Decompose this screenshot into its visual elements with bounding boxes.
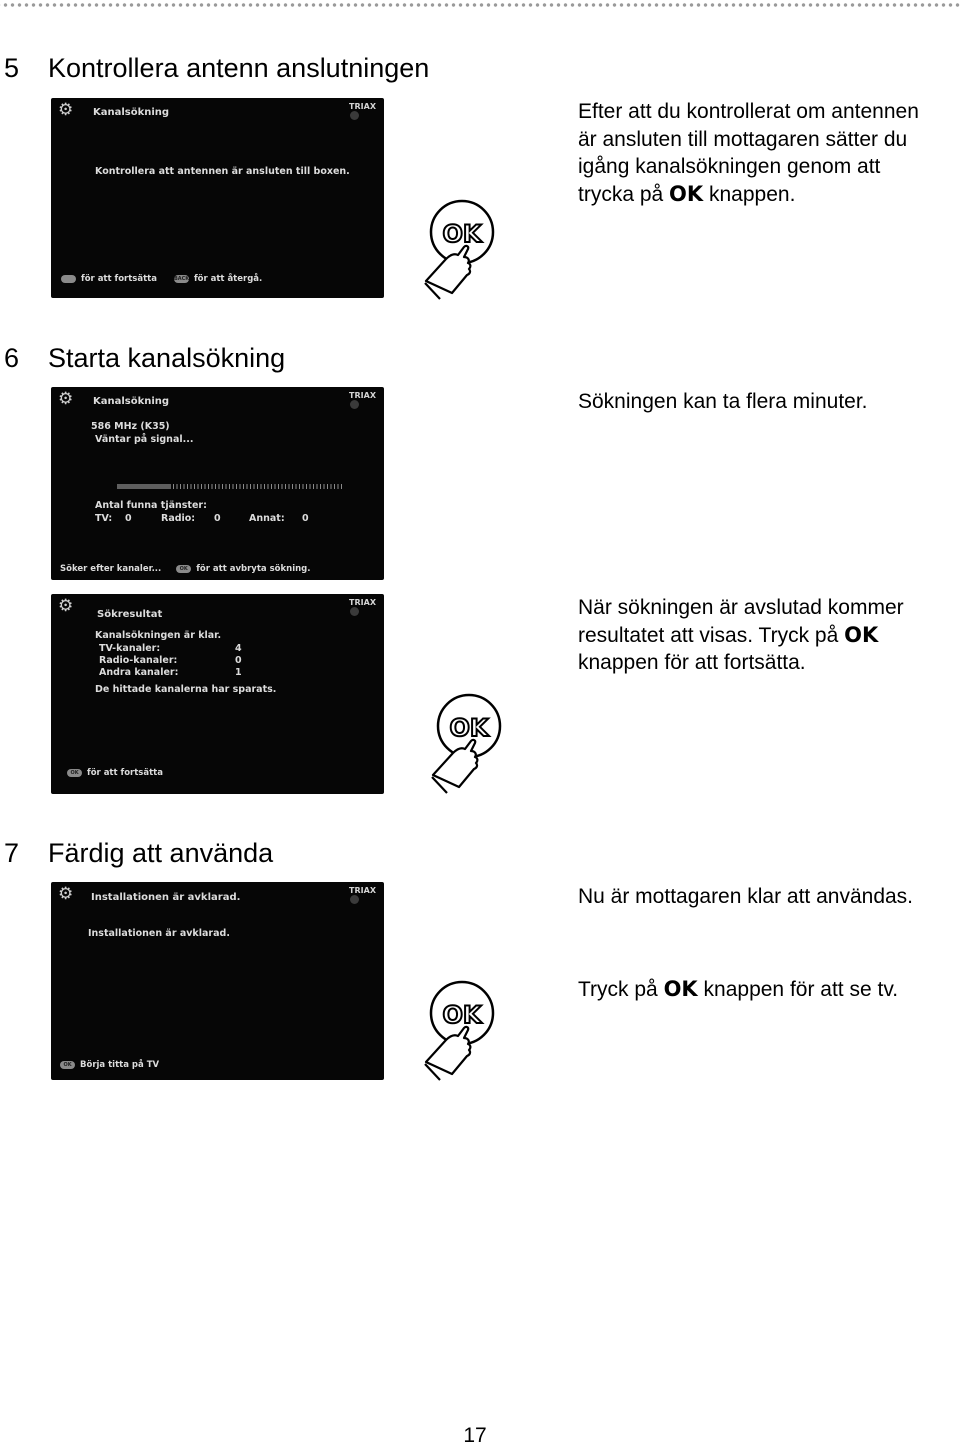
footer-searching-text: Söker efter kanaler... (60, 564, 162, 574)
screen-footer (60, 1060, 159, 1070)
footer-label-cancel: för att avbryta sökning. (196, 564, 311, 574)
radio-channels-label: Radio-kanaler: (99, 655, 178, 666)
back-key-hint: BACK (173, 275, 190, 282)
text-line (578, 622, 958, 650)
brand-logo: TRIAX (349, 598, 376, 607)
radio-channels-value: 0 (235, 655, 242, 666)
section-heading-7 (4, 837, 273, 869)
text-line: knappen för att fortsätta. (578, 651, 806, 674)
text-fragment: knappen. (703, 182, 796, 206)
gear-icon: ⚙ (58, 884, 74, 904)
ok-button-label: OK (442, 220, 482, 248)
screen-message: Kontrollera att antennen är ansluten till boxen. (95, 166, 350, 177)
text-line: Nu är mottagaren klar att användas. (578, 885, 914, 908)
other-count-value: 0 (302, 513, 309, 524)
tv-channels-label: TV-kanaler: (99, 643, 161, 654)
tv-screen-scan-result (51, 594, 384, 794)
section-7-description-a (578, 883, 958, 911)
screen-title: Sökresultat (97, 609, 163, 620)
screen-footer (67, 768, 163, 778)
section-title: Kontrollera antenn anslutningen (48, 53, 430, 83)
found-services-label: Antal funna tjänster: (95, 500, 207, 511)
ok-key-hint: OK (67, 769, 82, 777)
text-line: När sökningen är avslutad kommer (578, 596, 904, 619)
hand-pressing-ok-icon (431, 691, 511, 801)
screen-title: Installationen är avklarad. (91, 892, 241, 903)
ok-key-text: OK (844, 622, 879, 647)
other-channels-value: 1 (235, 667, 242, 678)
ok-button-label: OK (442, 1001, 482, 1029)
ok-key-hint: OK (176, 565, 191, 573)
brand-logo: TRIAX (349, 886, 376, 895)
text-line: är ansluten till mottagaren sätter du (578, 127, 908, 151)
text-line (578, 181, 958, 209)
scan-progress-bar (117, 484, 343, 489)
section-number: 5 (4, 53, 20, 83)
section-5-description (578, 98, 958, 208)
hand-pressing-ok-icon (424, 978, 504, 1088)
hand-pressing-ok-icon (424, 197, 504, 307)
section-number: 6 (4, 343, 20, 373)
radio-count-value: 0 (214, 513, 221, 524)
ok-key-text: OK (663, 977, 698, 1001)
tv-screen-channel-scan (51, 387, 384, 580)
channels-saved-text: De hittade kanalerna har sparats. (95, 684, 277, 695)
ok-key-hint (61, 275, 76, 283)
text-line (578, 976, 958, 1004)
text-fragment: trycka på (578, 182, 670, 206)
tv-screen-antenna-check (51, 98, 384, 298)
text-fragment: knappen för att se tv. (697, 978, 899, 1001)
brand-logo: TRIAX (349, 102, 376, 111)
ok-button-label: OK (449, 714, 489, 742)
scan-status: Väntar på signal... (95, 434, 194, 445)
screen-title: Kanalsökning (93, 107, 170, 118)
text-fragment: Tryck på (578, 978, 664, 1001)
scan-frequency: 586 MHz (K35) (91, 421, 170, 432)
screen-title: Kanalsökning (93, 396, 170, 407)
section-title: Starta kanalsökning (48, 343, 286, 373)
section-7-description-b (578, 976, 958, 1004)
section-title: Färdig att använda (48, 838, 274, 868)
text-fragment: resultatet att visas. Tryck på (578, 623, 845, 647)
section-number: 7 (4, 838, 20, 868)
tv-screen-installation-done (51, 882, 384, 1080)
section-6-description-a (578, 388, 958, 416)
tv-count-value: 0 (125, 513, 132, 524)
screen-footer (60, 564, 310, 574)
scan-progress-fill (117, 484, 171, 489)
scan-done-text: Kanalsökningen är klar. (95, 630, 222, 641)
radio-count-label: Radio: (161, 513, 196, 524)
screen-message: Installationen är avklarad. (88, 928, 230, 939)
other-channels-label: Andra kanaler: (99, 667, 179, 678)
page-number: 17 (463, 1424, 487, 1447)
footer-label-back: för att återgå. (193, 274, 263, 284)
tv-count-label: TV: (95, 513, 113, 524)
section-heading-5 (4, 52, 429, 84)
footer-label-continue: för att fortsätta (81, 274, 157, 284)
gear-icon: ⚙ (58, 100, 74, 120)
gear-icon: ⚙ (58, 596, 74, 616)
gear-icon: ⚙ (58, 389, 74, 409)
brand-logo: TRIAX (349, 391, 376, 400)
screen-footer (61, 274, 262, 284)
tv-channels-value: 4 (235, 643, 242, 654)
ok-key-hint: OK (60, 1061, 75, 1069)
top-dotted-rule (0, 0, 960, 10)
text-line: igång kanalsökningen genom att (578, 155, 881, 178)
footer-label-start-tv: Börja titta på TV (80, 1060, 160, 1070)
ok-key-text: OK (669, 181, 704, 206)
text-line: Efter att du kontrollerat om antennen (578, 100, 919, 123)
section-6-description-b (578, 594, 958, 677)
footer-label-continue: för att fortsätta (87, 768, 163, 778)
section-heading-6 (4, 342, 285, 374)
other-count-label: Annat: (249, 513, 285, 524)
text-line: Sökningen kan ta flera minuter. (578, 390, 868, 413)
